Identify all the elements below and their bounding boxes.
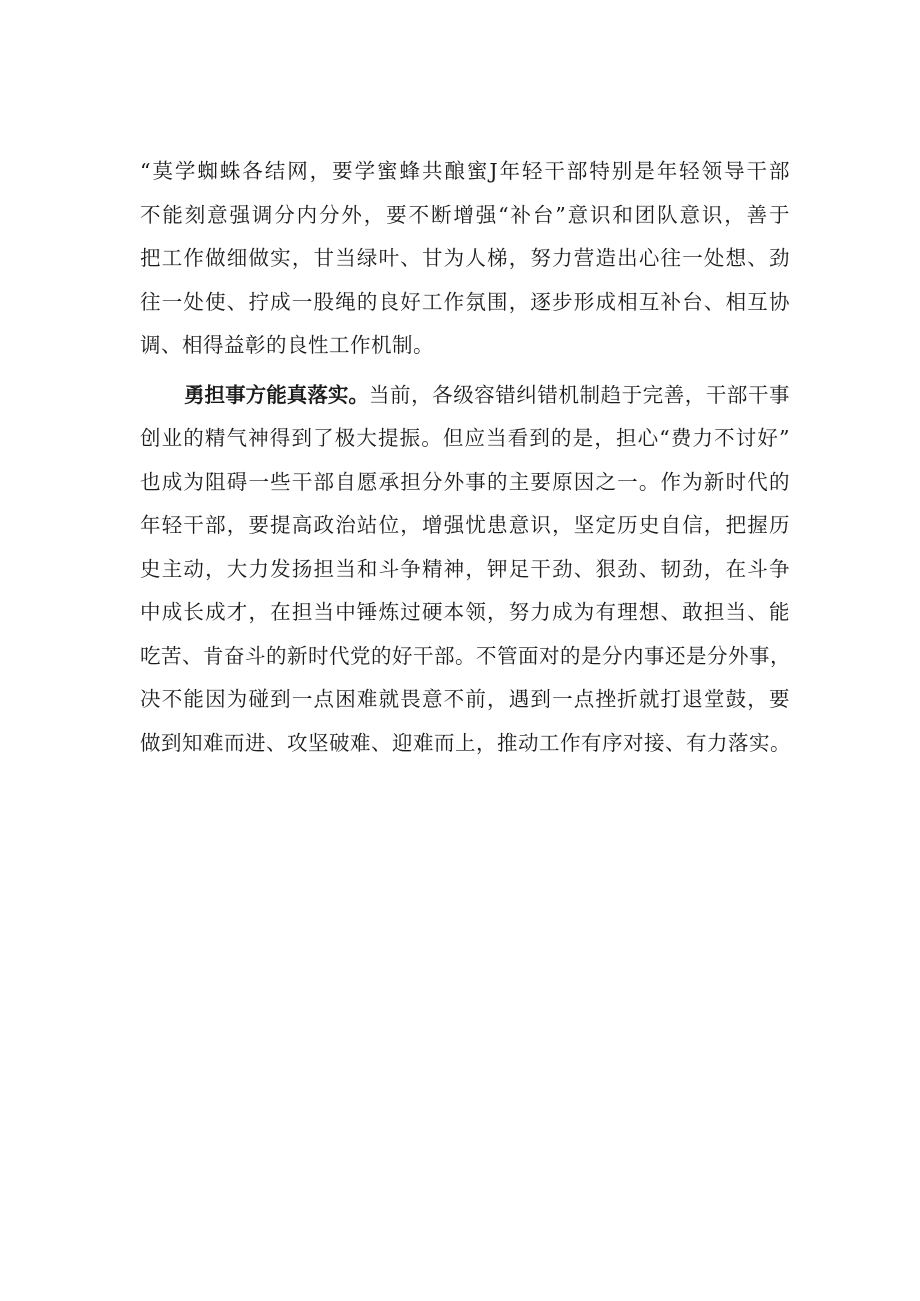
text-line: 不能刻意强调分内分外，要不断增强“补台”意识和团队意识，善于 xyxy=(140,202,790,227)
text-line: 中成长成才，在担当中锤炼过硬本领，努力成为有理想、敢担当、能 xyxy=(140,600,790,624)
paragraph-2 xyxy=(140,374,790,766)
text-line: 把工作做细做实，甘当绿叶、甘为人梯，努力营造出心往一处想、劲 xyxy=(140,246,790,270)
text-line-rest: 当前，各级容错纠错机制趋于完善，干部干事 xyxy=(368,382,791,407)
paragraph-1 xyxy=(140,150,790,368)
text-line: 年轻干部，要提高政治站位，增强忧患意识，坚定历史自信，把握历 xyxy=(140,513,790,537)
text-line: 往一处使、拧成一股绳的良好工作氛围，逐步形成相互补台、相互协 xyxy=(140,289,790,314)
text-line: “莫学蜘蛛各结网，要学蜜蜂共酿蜜J年轻干部特别是年轻领导干部 xyxy=(140,159,790,183)
text-line: 史主动，大力发扬担当和斗争精神，钾足干劲、狠劲、韧劲，在斗争 xyxy=(140,556,790,581)
paragraph-2-first-line xyxy=(140,374,790,418)
text-line: 调、相得益彰的良性工作机制。 xyxy=(140,333,434,357)
paragraph-lead-heading: 勇担事方能真落实。 xyxy=(184,382,369,407)
text-line: 做到知难而进、攻坚破难、迎难而上，推动工作有序对接、有力落实。 xyxy=(140,730,791,755)
text-line: 吃苦、肯奋斗的新时代党的好干部。不管面对的是分内事还是分外事， xyxy=(140,643,791,668)
document-body xyxy=(140,150,790,765)
text-line: 决不能因为碰到一点困难就畏意不前，遇到一点挫折就打退堂鼓，要 xyxy=(140,687,790,711)
text-line: 创业的精气神得到了极大提振。但应当看到的是，担心“费力不讨好” xyxy=(140,426,790,450)
text-line: 也成为阻碍一些干部自愿承担分外事的主要原因之一。作为新时代的 xyxy=(140,469,790,494)
